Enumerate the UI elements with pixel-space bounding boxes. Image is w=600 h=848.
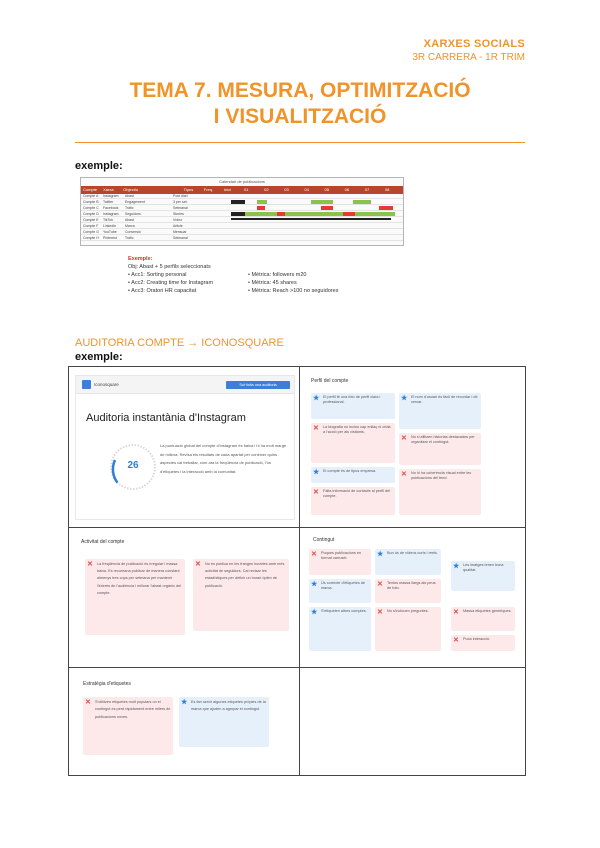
star-icon: ★ (311, 609, 318, 616)
sheet-header-cell: 05 (324, 187, 329, 192)
title-line-2: I VISUALITZACIÓ (213, 105, 387, 128)
cell-goal: Engagement (125, 200, 145, 204)
cell-type: Stories (173, 212, 184, 216)
close-icon: ✕ (377, 609, 383, 616)
sheet-body (81, 194, 403, 245)
audit-heading: Auditoria instantània d'Instagram (86, 412, 246, 424)
list-item: • Acc2: Creating time for Instagram (128, 279, 248, 287)
audit-score: 26 (127, 460, 139, 471)
star-icon: ★ (377, 551, 384, 558)
check-card-positive: ★ Es fan servir algunes etiquetes pròpies de la marca que ajuden a agrupar el contingut. (179, 697, 269, 747)
profile-checks-panel (305, 373, 519, 523)
check-card-positive: ★ Les imatges tenen bona qualitat. (451, 561, 515, 591)
audit-screenshot-grid (68, 366, 526, 776)
list-item: • Acc3: Oratori HR capacitat (128, 287, 248, 295)
close-icon: ✕ (377, 581, 383, 588)
example-label: exemple: (75, 160, 123, 172)
check-card-negative: ✕ Textos massa llargs als peus de foto. (375, 579, 441, 603)
close-icon: ✕ (311, 551, 317, 558)
sheet-header-cell: Xarxa (103, 187, 114, 192)
cell-network: Facebook (103, 206, 119, 210)
sheet-header-cell: Tipus (183, 187, 194, 192)
sheet-header-cell: Freq. (203, 187, 214, 192)
check-card-negative: ✕ La freqüència de publicació és irregular i massa baixa. Es recomana publicar de manera constant almenys tres cops per setmana per mantenir l'interès de l'audiència i millorar l'abast orgànic del compte. (85, 559, 185, 635)
cell-account: Compte C (83, 206, 99, 210)
audit-score-panel (75, 375, 295, 520)
cell-type: Vídeo (173, 218, 183, 222)
schedule-cell (277, 212, 285, 216)
cell-type: Setmanal (173, 206, 188, 210)
check-card-positive: ★ El perfil té una foto de perfil clara i professional. (311, 393, 395, 419)
brand-name: Iconosquare (94, 382, 119, 387)
schedule-cell (311, 200, 333, 204)
section-heading: AUDITORIA COMPTE → ICONOSQUARE (75, 337, 284, 349)
panel-title: Contingut (313, 537, 335, 543)
cell-goal: Conversió (125, 230, 141, 234)
cell-account: Compte A (83, 194, 99, 198)
grid-divider-horizontal (69, 667, 525, 668)
title-line-1: TEMA 7. MESURA, OPTIMITZACIÓ (129, 79, 471, 102)
check-card-negative: ✕ S'utilitzen etiquetes molt populars on el contingut es perd ràpidament entre milers de publicacions noves. (83, 697, 173, 755)
close-icon: ✕ (313, 489, 319, 496)
check-card-negative: ✕ No s'utilitzen historias destacades per organitzar el contingut. (399, 433, 481, 465)
close-icon: ✕ (453, 637, 459, 644)
table-row (81, 224, 403, 229)
course-level: 3R CARRERA - 1R TRIM (412, 52, 525, 63)
panel-title: Activitat del compte (81, 539, 125, 545)
check-card-negative: ✕ No s'inclouen preguntes. (375, 607, 441, 651)
check-card-positive: ★ Ús correcte d'etiquetes de marca. (309, 579, 371, 603)
schedule-cell (231, 218, 391, 220)
grid-divider-vertical (299, 367, 300, 775)
cell-account: Compte F (83, 224, 99, 228)
cell-network: TikTok (103, 218, 113, 222)
star-icon: ★ (313, 395, 320, 402)
sheet-header-cell (162, 186, 182, 194)
star-icon: ★ (453, 563, 460, 570)
cell-goal: Seguidors (125, 212, 141, 216)
schedule-cell (257, 206, 265, 210)
course-subject: XARXES SOCIALS (423, 38, 525, 50)
schedule-cell (231, 200, 245, 204)
sheet-header-cell: Objectiu (123, 187, 138, 192)
table-row (81, 206, 403, 211)
list-item: • Acc1: Sorting personal (128, 271, 248, 279)
iconosquare-logo-icon (82, 380, 91, 389)
legend-intro: Obj: Abast + 5 perfils seleccionats (128, 264, 211, 270)
check-card-negative: ✕ No hi ha coherència visual entre les publicacions del feed. (399, 469, 481, 515)
cell-type: Mensual (173, 230, 187, 234)
close-icon: ✕ (453, 609, 459, 616)
cell-account: Compte B (83, 200, 99, 204)
calendar-spreadsheet (80, 177, 404, 246)
legend-actions (128, 271, 248, 295)
check-card-positive: ★ El nom d'usuari és fàcil de recordar i de cercar. (399, 393, 481, 429)
check-card-negative: ✕ Poques publicacions en format carrusel. (309, 549, 371, 575)
sheet-header-cell: 04 (304, 187, 309, 192)
close-icon: ✕ (313, 425, 319, 432)
check-card-negative: ✕ Falta informació de contacte al perfil del compte. (311, 487, 395, 515)
star-icon: ★ (311, 581, 318, 588)
star-icon: ★ (181, 699, 188, 706)
cell-account: Compte D (83, 212, 99, 216)
cell-account: Compte H (83, 236, 99, 240)
legend-title: Exemple: (128, 256, 153, 262)
check-card-negative: ✕ Massa etiquetes genèriques. (451, 607, 515, 631)
sheet-header-cell: 03 (284, 187, 289, 192)
close-icon: ✕ (85, 699, 91, 706)
cell-goal: Abast (125, 194, 134, 198)
cell-account: Compte E (83, 218, 99, 222)
schedule-cell (231, 212, 245, 216)
table-row (81, 230, 403, 235)
example-label-2: exemple: (75, 351, 123, 363)
sheet-header-cell: 06 (344, 187, 350, 192)
course-header (412, 38, 525, 64)
close-icon: ✕ (195, 561, 201, 568)
schedule-cell (343, 212, 355, 216)
content-checks-panel (305, 533, 519, 661)
list-item: • Mètrica: 45 shares (248, 279, 338, 287)
cell-type: Setmanal (173, 236, 188, 240)
table-row (81, 194, 403, 199)
schedule-cell (321, 206, 333, 210)
cell-network: Twitter (103, 200, 114, 204)
star-icon: ★ (313, 469, 320, 476)
legend-columns (128, 271, 388, 295)
sheet-header-cell (141, 186, 161, 194)
sheet-header-cell: 08 (384, 187, 390, 192)
table-row (81, 236, 403, 241)
schedule-cell (353, 200, 371, 204)
cell-network: Instagram (103, 212, 119, 216)
cell-goal: Marca (125, 224, 135, 228)
cell-network: Pinterest (103, 236, 117, 240)
sheet-header-cell: 02 (264, 187, 269, 192)
check-card-negative: ✕ La biografia no inclou cap enllaç ni crida a l'acció per als visitants. (311, 423, 395, 463)
cell-network: Instagram (103, 194, 119, 198)
cell-type: Article (173, 224, 183, 228)
request-audit-button[interactable]: Sol·licita una auditoria (226, 381, 290, 389)
cell-account: Compte G (83, 230, 99, 234)
grid-divider-horizontal (69, 527, 525, 528)
title-divider (75, 142, 525, 143)
cell-network: YouTube (103, 230, 117, 234)
sheet-header-cell: Compte (83, 187, 98, 192)
panel-title: Perfil del compte (311, 378, 349, 384)
schedule-cell (257, 200, 267, 204)
cell-goal: Tràfic (125, 236, 134, 240)
cell-type: Post diari (173, 194, 188, 198)
close-icon: ✕ (401, 471, 407, 478)
panel-title: Estratègia d'etiquetes (83, 681, 131, 687)
check-card-positive: ★ El compte és de tipus empresa. (311, 467, 395, 483)
sheet-caption: Calendari de publicacions (219, 179, 265, 184)
sheet-header-cell: 01 (244, 187, 249, 192)
legend-metrics (248, 271, 338, 295)
page-title (75, 78, 525, 130)
schedule-cell (245, 212, 395, 216)
example-legend (128, 255, 388, 295)
schedule-cell (379, 206, 393, 210)
check-card-negative: ✕ No es publica en les franges horàries amb més activitat de seguidors. Cal revisar les estadístiques per definir un horari òptim de publicació. (193, 559, 289, 631)
list-item: • Mètrica: Reach >100 no seguidores (248, 287, 338, 295)
sheet-header-cell: Inici (223, 187, 231, 192)
check-card-negative: ✕ Poca interacció. (451, 635, 515, 651)
check-card-positive: ★ S'etiqueten altres comptes. (309, 607, 371, 651)
close-icon: ✕ (401, 435, 407, 442)
cell-type: 3 per set. (173, 200, 188, 204)
check-card-positive: ★ Bon ús de vídeos curts i reels. (375, 549, 441, 575)
cell-network: LinkedIn (103, 224, 117, 228)
activity-checks-panel (75, 533, 295, 663)
close-icon: ✕ (87, 561, 93, 568)
star-icon: ★ (401, 395, 408, 402)
iconosquare-topbar (76, 376, 294, 394)
sheet-header-cell: 07 (364, 187, 370, 192)
list-item: • Mètrica: followers m20 (248, 271, 338, 279)
hashtag-checks-panel (75, 673, 295, 769)
audit-summary: La puntuació global del compte d'Instagram és baixa i hi ha molt marge de millora. Revisa els resultats de cada apartat per conèixer quins aspectes cal treballar, com ara la freqüència de publicació, l'ús d'etiquetes i la interacció amb la comunitat. (160, 443, 287, 474)
sheet-header-row (81, 186, 403, 194)
cell-goal: Abast (125, 218, 134, 222)
cell-goal: Tràfic (125, 206, 134, 210)
